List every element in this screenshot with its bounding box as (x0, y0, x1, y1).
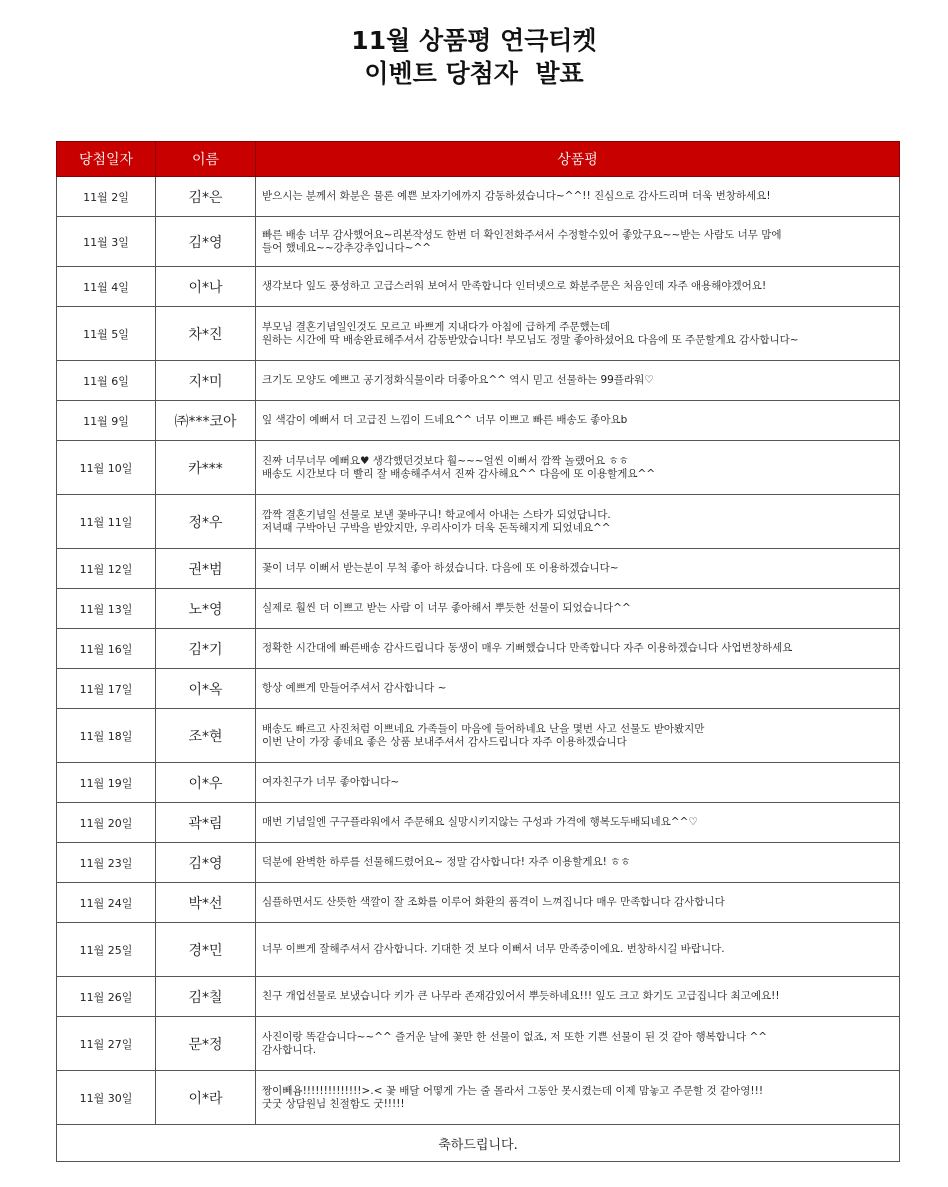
table-row (57, 267, 900, 307)
winner-date: 11월 6일 (57, 361, 156, 401)
winner-date: 11월 10일 (57, 441, 156, 495)
winners-table (56, 141, 900, 1162)
winner-date: 11월 9일 (57, 401, 156, 441)
winner-review (256, 267, 900, 307)
review-line: 생각보다 잎도 풍성하고 고급스러워 보여서 만족합니다 인터넷으로 화분주문은 처음인데 자주 애용해야겠어요! (262, 280, 767, 292)
review-line: 이번 난이 가장 좋네요 좋은 상품 보내주셔서 감사드립니다 자주 이용하겠습니다 (262, 735, 627, 748)
page-title-line-2: 이벤트 당첨자 발표 (364, 59, 584, 88)
winner-name: 김*칠 (156, 977, 256, 1017)
review-line: 정확한 시간대에 빠른배송 감사드립니다 동생이 매우 기뻐했습니다 만족합니다 자주 이용하겠습니다 사업번창하세요 (262, 642, 793, 654)
winner-name: 경*민 (156, 923, 256, 977)
review-line: 매번 기념일엔 구구플라워에서 주문해요 실망시키지않는 구성과 가격에 행복도두배되네요^^♡ (262, 816, 698, 828)
winner-review (256, 441, 900, 495)
winner-name: 김*영 (156, 843, 256, 883)
winner-name: 이*옥 (156, 669, 256, 709)
table-row (57, 883, 900, 923)
winner-review (256, 803, 900, 843)
header-date: 당첨일자 (57, 142, 156, 177)
winner-review (256, 883, 900, 923)
winner-date: 11월 20일 (57, 803, 156, 843)
header-review: 상품평 (256, 142, 900, 177)
winner-name: 박*선 (156, 883, 256, 923)
winner-review (256, 177, 900, 217)
review-line: 굿굿 상담원님 친절함도 굿!!!!! (262, 1097, 405, 1110)
table-row (57, 669, 900, 709)
winner-date: 11월 25일 (57, 923, 156, 977)
review-line: 진짜 너무너무 예뻐요♥ 생각했던것보다 훨~~~얼씬 이뻐서 깜짝 놀랬어요 ㅎㅎ (262, 454, 629, 467)
winner-name: 곽*림 (156, 803, 256, 843)
review-line: 부모님 결혼기념일인것도 모르고 바쁘게 지내다가 아침에 급하게 주문했는데 (262, 320, 610, 333)
winner-review (256, 217, 900, 267)
review-line: 덕분에 완벽한 하루를 선물해드렸어요~ 정말 감사합니다! 자주 이용할게요! ㅎㅎ (262, 856, 631, 868)
winner-name: 카*** (156, 441, 256, 495)
winner-date: 11월 19일 (57, 763, 156, 803)
winner-date: 11월 2일 (57, 177, 156, 217)
review-line: 사진이랑 똑같습니다~~^^ 즐거운 날에 꽃만 한 선물이 없죠, 저 또한 기쁜 선물이 된 것 같아 행복합니다 ^^ (262, 1030, 768, 1043)
table-row (57, 709, 900, 763)
review-line: 너무 이쁘게 잘해주셔서 감사합니다. 기대한 것 보다 이뻐서 너무 만족중이에요. 번창하시길 바랍니다. (262, 943, 725, 955)
winner-name: 이*나 (156, 267, 256, 307)
table-row (57, 401, 900, 441)
review-line: 꽃이 너무 이뻐서 받는분이 무척 좋아 하셨습니다. 다음에 또 이용하겠습니다~ (262, 562, 619, 574)
winner-review (256, 549, 900, 589)
winner-date: 11월 4일 (57, 267, 156, 307)
table-row (57, 1017, 900, 1071)
review-line: 빠른 배송 너무 감사했어요~리본작성도 한번 더 확인전화주셔서 수정할수있어 좋았구요~~받는 사람도 너무 맘에 (262, 228, 782, 241)
winner-name: ㈜***코아 (156, 401, 256, 441)
winner-review (256, 977, 900, 1017)
review-line: 배송도 빠르고 사진처럼 이쁘네요 가족들이 마음에 들어하네요 난을 몇번 사고 선물도 받아봤지만 (262, 722, 705, 735)
table-row (57, 495, 900, 549)
winner-review (256, 709, 900, 763)
table-row (57, 1071, 900, 1125)
table-footer-row (57, 1125, 900, 1162)
winner-name: 차*진 (156, 307, 256, 361)
winner-name: 지*미 (156, 361, 256, 401)
review-line: 저녁때 구박아닌 구박을 받았지만, 우리사이가 더욱 돈독해지게 되었네요^^ (262, 521, 611, 534)
winner-name: 이*우 (156, 763, 256, 803)
winner-date: 11월 13일 (57, 589, 156, 629)
table-row (57, 923, 900, 977)
congratulations-text: 축하드립니다. (57, 1125, 900, 1162)
winner-review (256, 923, 900, 977)
winner-name: 김*기 (156, 629, 256, 669)
review-line: 친구 개업선물로 보냈습니다 키가 큰 나무라 존재감있어서 뿌듯하네요!!! 잎도 크고 화기도 고급집니다 최고예요!! (262, 990, 780, 1002)
table-row (57, 307, 900, 361)
table-row (57, 361, 900, 401)
winner-date: 11월 18일 (57, 709, 156, 763)
winner-date: 11월 12일 (57, 549, 156, 589)
winner-date: 11월 11일 (57, 495, 156, 549)
table-row (57, 217, 900, 267)
winner-review (256, 763, 900, 803)
table-row (57, 803, 900, 843)
table-row (57, 177, 900, 217)
winner-date: 11월 5일 (57, 307, 156, 361)
review-line: 원하는 시간에 딱 배송완료해주셔서 감동받았습니다! 부모님도 정말 좋아하셨어요 다음에 또 주문할게요 감사합니다~ (262, 333, 799, 346)
winner-name: 권*범 (156, 549, 256, 589)
winner-name: 김*은 (156, 177, 256, 217)
review-line: 항상 예쁘게 만들어주셔서 감사합니다 ~ (262, 682, 447, 694)
winners-table-body (57, 177, 900, 1125)
winner-date: 11월 30일 (57, 1071, 156, 1125)
winner-review (256, 629, 900, 669)
winner-review (256, 1017, 900, 1071)
winner-review (256, 361, 900, 401)
review-line: 크기도 모양도 예쁘고 공기정화식물이라 더좋아요^^ 역시 믿고 선물하는 99플라워♡ (262, 374, 654, 386)
page-title (0, 24, 948, 90)
review-line: 짱이빼욤!!!!!!!!!!!!!!>.< 꽃 배달 어떻게 가는 줄 몰라서 그동안 못시켰는데 이제 맘놓고 주문할 것 같아영!!! (262, 1084, 764, 1097)
winner-date: 11월 16일 (57, 629, 156, 669)
table-row (57, 977, 900, 1017)
winner-name: 정*우 (156, 495, 256, 549)
winner-review (256, 589, 900, 629)
page-title-line-1: 11월 상품평 연극티켓 (351, 26, 597, 55)
header-name: 이름 (156, 142, 256, 177)
winner-date: 11월 27일 (57, 1017, 156, 1071)
review-line: 잎 색감이 예뻐서 더 고급진 느낌이 드네요^^ 너무 이쁘고 빠른 배송도 좋아요b (262, 414, 628, 426)
review-line: 배송도 시간보다 더 빨리 잘 배송해주셔서 진짜 감사해요^^ 다음에 또 이용할게요^^ (262, 467, 656, 480)
review-line: 깜짝 결혼기념일 선물로 보낸 꽃바구니! 학교에서 아내는 스타가 되었답니다. (262, 508, 611, 521)
winner-date: 11월 17일 (57, 669, 156, 709)
review-line: 받으시는 분께서 화분은 물론 예쁜 보자기에까지 감동하셨습니다~^^!! 진심으로 감사드리며 더욱 번창하세요! (262, 190, 771, 202)
winner-name: 이*라 (156, 1071, 256, 1125)
winner-date: 11월 3일 (57, 217, 156, 267)
winner-name: 조*현 (156, 709, 256, 763)
winner-date: 11월 26일 (57, 977, 156, 1017)
table-row (57, 441, 900, 495)
winner-review (256, 401, 900, 441)
winner-review (256, 495, 900, 549)
review-line: 들어 했네요~~강추강추입니다~^^ (262, 241, 432, 254)
review-line: 여자친구가 너무 좋아합니다~ (262, 776, 400, 788)
winner-name: 노*영 (156, 589, 256, 629)
table-row (57, 549, 900, 589)
table-row (57, 843, 900, 883)
winner-date: 11월 23일 (57, 843, 156, 883)
winner-date: 11월 24일 (57, 883, 156, 923)
winner-name: 문*정 (156, 1017, 256, 1071)
review-line: 실제로 훨씬 더 이쁘고 받는 사람 이 너무 좋아해서 뿌듯한 선물이 되었습니다^^ (262, 602, 631, 614)
winner-review (256, 843, 900, 883)
review-line: 감사합니다. (262, 1043, 317, 1056)
winner-review (256, 669, 900, 709)
winner-review (256, 307, 900, 361)
table-row (57, 629, 900, 669)
winner-name: 김*영 (156, 217, 256, 267)
table-row (57, 589, 900, 629)
review-line: 심플하면서도 산뜻한 색깔이 잘 조화를 이루어 화환의 품격이 느껴집니다 매우 만족합니다 감사합니다 (262, 896, 725, 908)
table-header-row (57, 142, 900, 177)
winner-review (256, 1071, 900, 1125)
table-row (57, 763, 900, 803)
